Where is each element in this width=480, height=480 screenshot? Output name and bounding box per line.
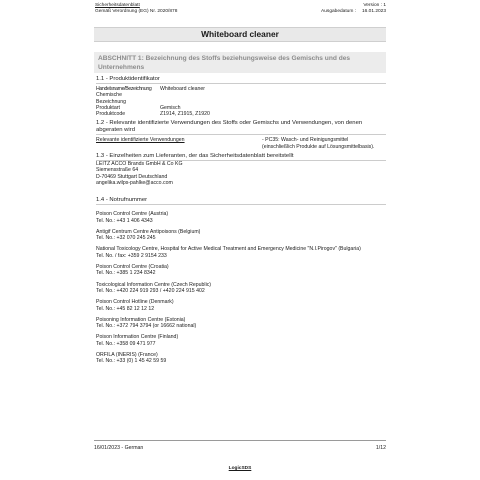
contact-name: National Toxicology Centre, Hospital for Active Medical Treatment and Emergency Medicine "N.I.Pirogov" (Bulgaria) [96, 246, 361, 253]
contact-phone: Tel. No.: +33 (0) 1 45 42 59 59 [96, 358, 167, 365]
contact-phone: Tel. No.: +372 794 3794 (or 16662 national) [96, 323, 197, 330]
contact-phone: Tel. No. / fax: +359 2 9154 233 [96, 252, 167, 259]
section-1-content [96, 74, 386, 365]
version-label: Version : 1 [363, 3, 386, 8]
trade-name-value: Whiteboard cleaner [160, 86, 205, 92]
identified-uses-line2: (einschließlich Produkte auf Lösungsmittelbasis). [262, 143, 375, 150]
contact-phone: Tel. No.: +385 1 234 8342 [96, 270, 156, 277]
logicsds-logo [0, 466, 480, 471]
issue-date-row [321, 9, 386, 15]
supplier-email[interactable]: angelika.wilps-pahlke@acco.com [96, 179, 173, 186]
contact-name: Toxicological Information Centre (Czech Republic) [96, 281, 212, 288]
chemical-name-label-line1: Chemische [96, 92, 122, 99]
identified-uses-label: Relevante identifizierte Verwendungen [96, 137, 185, 144]
contact-phone: Tel. No.: +32 070 245 245 [96, 235, 156, 242]
identified-uses-line1: - PC35: Wasch- und Reinigungsmittel [262, 137, 349, 144]
emergency-contact [96, 282, 386, 295]
contact-name: Antigif Centrum Centre Antipoisons (Belgium) [96, 228, 201, 235]
regulation-reference: Gemäß Verordnung (EG) Nr. 2020/878 [95, 9, 178, 14]
logo-text: LogicSDS [228, 466, 252, 471]
emergency-contact [96, 264, 386, 277]
subsection-1-2-heading: 1.2 - Relevante identifizierte Verwendungen des Stoffs oder Gemischs und Verwendungen, von denen abgeraten wird [96, 120, 386, 135]
contact-phone: Tel. No.: +43 1 406 4343 [96, 217, 153, 224]
page-number: 1/12 [375, 445, 386, 451]
contact-name: ORFILA (INERIS) (France) [96, 352, 158, 359]
subsection-1-3-heading: 1.3 - Einzelheiten zum Lieferanten, der das Sicherheitsdatenblatt bereitstellt [96, 153, 386, 161]
emergency-contact [96, 229, 386, 242]
subsection-1-1-heading: 1.1 - Produktidentifikator [96, 76, 386, 84]
product-code-label: Produktcode [96, 111, 126, 118]
document-type-title: Sicherheitsdatenblatt [95, 3, 140, 8]
issue-date-value: 16.01.2023 [361, 9, 386, 14]
emergency-contact [96, 299, 386, 312]
emergency-contact [96, 211, 386, 224]
contact-phone: Tel. No.: +45 82 12 12 12 [96, 305, 155, 312]
supplier-city: D-70469 Stuttgart Deutschland [96, 173, 168, 180]
emergency-contact [96, 317, 386, 330]
product-code-value: Z1914, Z1915, Z1920 [160, 111, 210, 118]
emergency-contact [96, 246, 386, 259]
footer-date-language: 16/01/2023 - German [94, 445, 144, 451]
document-header-right [321, 3, 386, 15]
contact-name: Poison Control Centre (Austria) [96, 211, 169, 218]
emergency-contact [96, 352, 386, 365]
product-type-label: Produktart [96, 104, 120, 111]
contact-name: Poison Control Centre (Croatia) [96, 264, 169, 271]
contact-phone: Tel. No.: +358 09 471 977 [96, 340, 156, 347]
page-footer [94, 440, 386, 451]
document-header-left [95, 3, 177, 15]
identified-uses-row [96, 137, 386, 150]
contact-name: Poisoning Information Centre (Estonia) [96, 316, 186, 323]
trade-name-label: Handelsname/Bezeichnung [96, 86, 152, 92]
subsection-1-4-heading: 1.4 - Notrufnummer [96, 197, 386, 205]
contact-phone: Tel. No.: +420 224 919 293 / +420 224 915 402 [96, 287, 205, 294]
contact-name: Poison Information Centre (Finland) [96, 334, 179, 341]
supplier-street: Siemensstraße 64 [96, 167, 139, 174]
supplier-company: LEITZ ACCO Brands GmbH & Co KG [96, 161, 183, 168]
identified-uses-value [262, 137, 386, 150]
product-title: Whiteboard cleaner [94, 27, 386, 42]
issue-date-label: Ausgabedatum : [321, 9, 356, 14]
emergency-contact [96, 334, 386, 347]
chemical-name-label-line2: Bezeichnung [96, 98, 126, 105]
product-type-value: Gemisch [160, 104, 181, 111]
section-1-heading: ABSCHNITT 1: Bezeichnung des Stoffs beziehungsweise des Gemischs und des Unternehmens [94, 52, 386, 73]
contact-name: Poison Control Hotline (Denmark) [96, 299, 174, 306]
